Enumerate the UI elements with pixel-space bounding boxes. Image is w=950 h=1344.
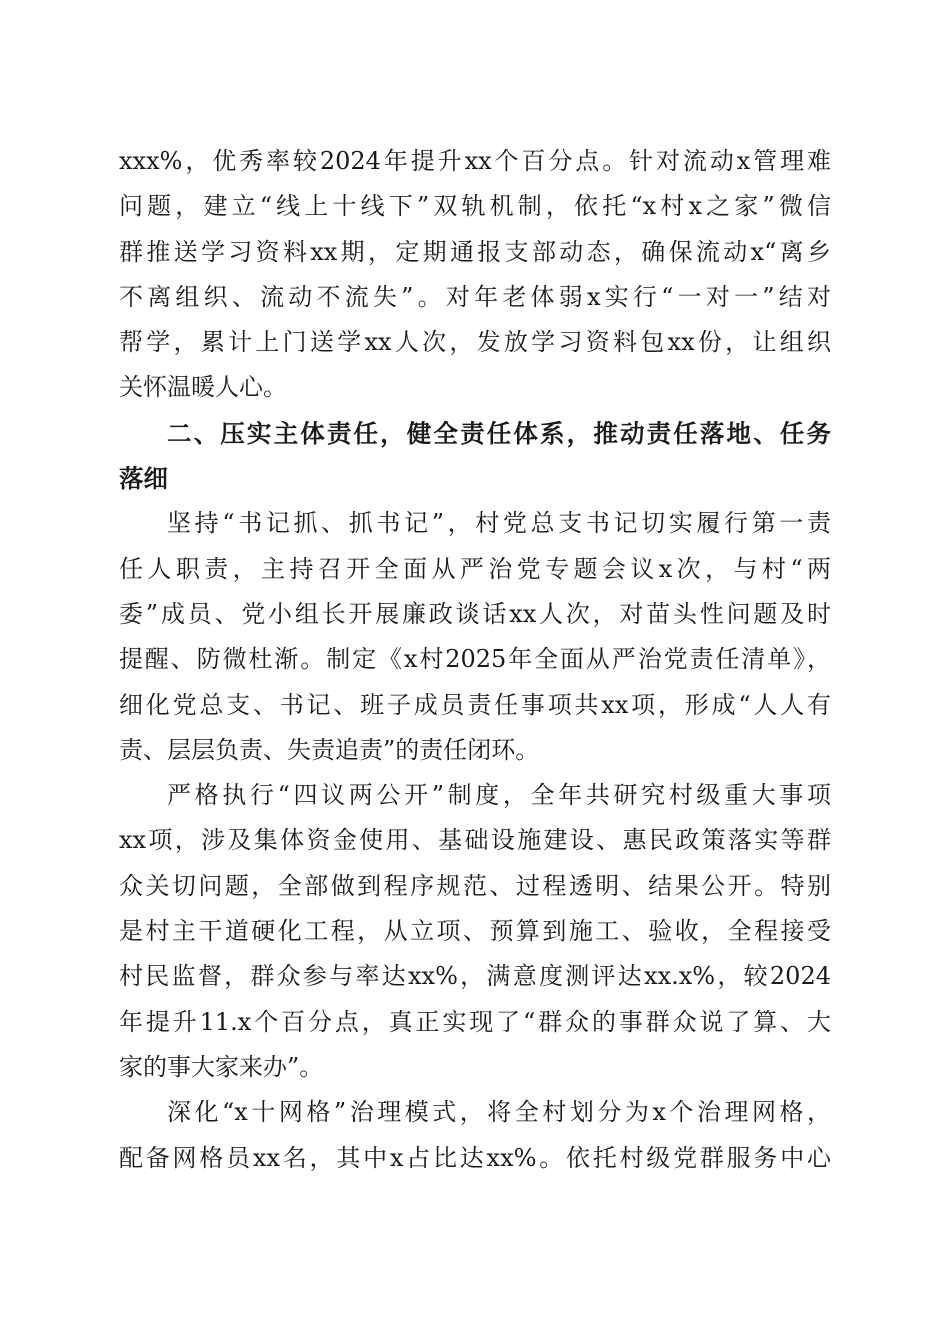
section-heading <box>119 411 831 502</box>
body-paragraph <box>119 773 831 1090</box>
text-line: xx项，涉及集体资金使用、基础设施建设、惠民政策落实等群 <box>119 826 831 855</box>
text-line: 深化“x十网格”治理模式，将全村划分为x个治理网格， <box>167 1098 831 1127</box>
text-line: 二、压实主体责任，健全责任体系，推动责任落地、任务 <box>167 418 831 448</box>
text-line: 帮学，累计上门送学xx人次，发放学习资料包xx份，让组织 <box>119 328 831 357</box>
text-line: 村民监督，群众参与率达xx%，满意度测评达xx.x%，较2024 <box>119 962 831 991</box>
text-line: 责、层层负责、失责追责”的责任闭环。 <box>119 735 540 764</box>
document-body <box>119 139 831 1181</box>
text-line: 委”成员、党小组长开展廉政谈话xx人次，对苗头性问题及时 <box>119 599 831 628</box>
text-line: 关怀温暖人心。 <box>119 373 287 402</box>
text-line: 配备网格员xx名，其中x占比达xx%。依托村级党群服务中心 <box>119 1143 831 1172</box>
text-line: 问题，建立“线上十线下”双轨机制，依托“x村x之家”微信 <box>119 192 831 221</box>
text-line: 群推送学习资料xx期，定期通报支部动态，确保流动x“离乡 <box>119 237 831 266</box>
text-line: 提醒、防微杜渐。制定《x村2025年全面从严治党责任清单》， <box>119 645 831 674</box>
text-line: 严格执行“四议两公开”制度，全年共研究村级重大事项 <box>167 781 831 810</box>
text-line: 家的事大家来办”。 <box>119 1052 324 1081</box>
text-line: 是村主干道硬化工程，从立项、预算到施工、验收，全程接受 <box>119 917 831 946</box>
text-line: xxx%，优秀率较2024年提升xx个百分点。针对流动x管理难 <box>119 147 831 175</box>
body-paragraph <box>119 139 831 411</box>
body-paragraph <box>119 1090 831 1181</box>
text-line: 任人职责，主持召开全面从严治党专题会议x次，与村“两 <box>119 554 831 583</box>
text-line: 坚持“书记抓、抓书记”，村党总支书记切实履行第一责 <box>167 509 831 538</box>
text-line: 众关切问题，全部做到程序规范、过程透明、结果公开。特别 <box>119 871 831 900</box>
text-line: 细化党总支、书记、班子成员责任事项共xx项，形成“人人有 <box>119 690 831 719</box>
text-line: 年提升11.x个百分点，真正实现了“群众的事群众说了算、大 <box>119 1007 831 1036</box>
text-line: 落细 <box>119 464 168 494</box>
body-paragraph <box>119 501 831 773</box>
text-line: 不离组织、流动不流失”。对年老体弱x实行“一对一”结对 <box>119 282 831 311</box>
